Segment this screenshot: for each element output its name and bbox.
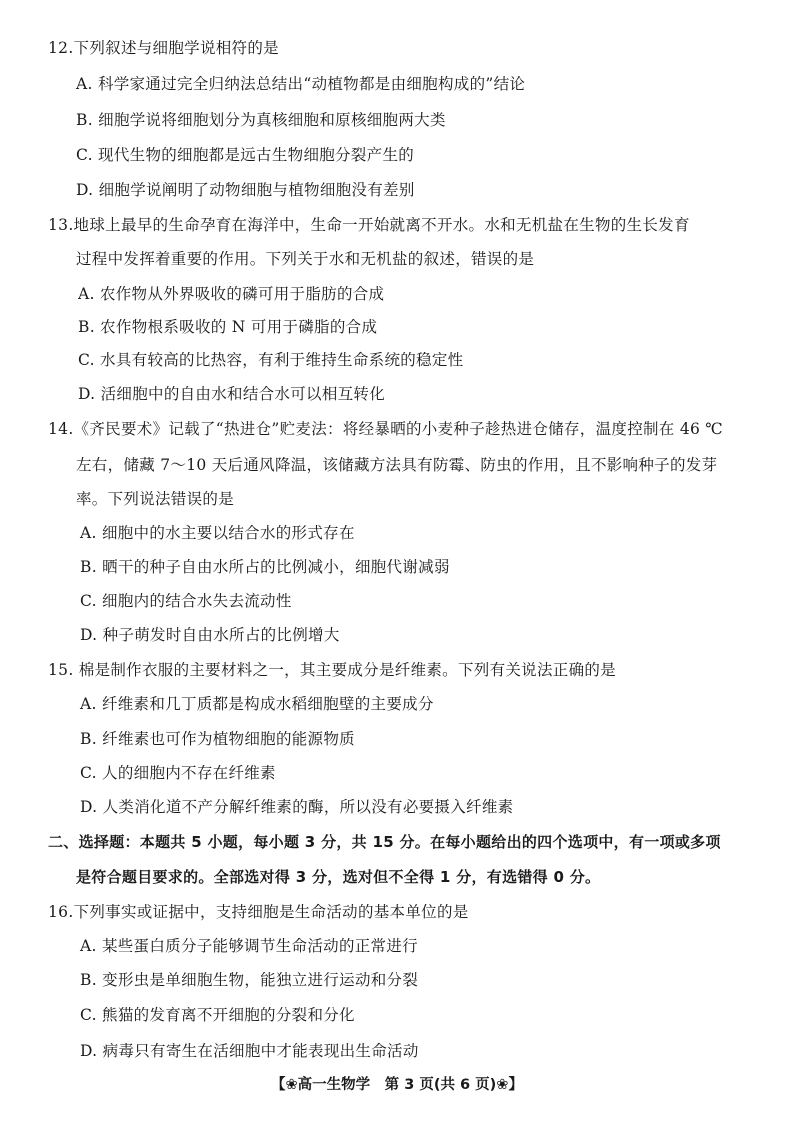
q13-option-b: B. 农作物根系吸收的 N 可用于磷脂的合成 (78, 318, 378, 336)
q13-option-c: C. 水具有较高的比热容，有利于维持生命系统的稳定性 (78, 351, 464, 369)
q13-stem-line1: 13.地球上最早的生命孕育在海洋中，生命一开始就离不开水。水和无机盐在生物的生长发育 (48, 216, 690, 234)
q13-option-d: D. 活细胞中的自由水和结合水可以相互转化 (78, 385, 386, 403)
q16-option-a: A. 某些蛋白质分子能够调节生命活动的正常进行 (80, 937, 418, 955)
section2-instructions-line2: 是符合题目要求的。全部选对得 3 分，选对但不全得 1 分，有选错得 0 分。 (76, 868, 601, 886)
q14-stem-line3: 率。下列说法错误的是 (76, 490, 235, 508)
q14-option-d: D. 种子萌发时自由水所占的比例增大 (80, 626, 340, 644)
q13-stem-line2: 过程中发挥着重要的作用。下列关于水和无机盐的叙述，错误的是 (76, 250, 535, 268)
section2-instructions-line1: 二、选择题：本题共 5 小题，每小题 3 分，共 15 分。在每小题给出的四个选项中，有一项或多项 (48, 833, 721, 851)
q12-stem: 12.下列叙述与细胞学说相符的是 (48, 39, 279, 57)
q16-option-d: D. 病毒只有寄生在活细胞中才能表现出生命活动 (80, 1042, 419, 1060)
q16-stem: 16.下列事实或证据中，支持细胞是生命活动的基本单位的是 (48, 903, 469, 921)
q15-option-a: A. 纤维素和几丁质都是构成水稻细胞壁的主要成分 (80, 695, 434, 713)
q12-option-b: B. 细胞学说将细胞划分为真核细胞和原核细胞两大类 (76, 111, 446, 129)
q12-option-a: A. 科学家通过完全归纳法总结出“动植物都是由细胞构成的”结论 (76, 75, 526, 93)
q14-option-c: C. 细胞内的结合水失去流动性 (80, 592, 292, 610)
q13-option-a: A. 农作物从外界吸收的磷可用于脂肪的合成 (78, 285, 385, 303)
q14-stem-line2: 左右，储藏 7～10 天后通风降温，该储藏方法具有防霉、防虫的作用，且不影响种子的发芽 (76, 456, 718, 474)
q14-stem-line1: 14.《齐民要术》记载了“热进仓”贮麦法：将经暴晒的小麦种子趁热进仓储存，温度控制在 46 ℃ (48, 420, 724, 438)
q14-option-b: B. 晒干的种子自由水所占的比例减小，细胞代谢减弱 (80, 558, 450, 576)
q12-option-c: C. 现代生物的细胞都是远古生物细胞分裂产生的 (76, 146, 415, 164)
q14-option-a: A. 细胞中的水主要以结合水的形式存在 (80, 524, 355, 542)
q15-option-c: C. 人的细胞内不存在纤维素 (80, 764, 276, 782)
q16-option-c: C. 熊猫的发育离不开细胞的分裂和分化 (80, 1006, 355, 1024)
q15-stem: 15. 棉是制作衣服的主要材料之一，其主要成分是纤维素。下列有关说法正确的是 (48, 661, 616, 679)
page-footer: 【❀高一生物学 第 3 页(共 6 页)❀】 (271, 1077, 523, 1093)
q12-option-d: D. 细胞学说阐明了动物细胞与植物细胞没有差别 (76, 181, 415, 199)
q15-option-b: B. 纤维素也可作为植物细胞的能源物质 (80, 730, 355, 748)
q16-option-b: B. 变形虫是单细胞生物，能独立进行运动和分裂 (80, 971, 419, 989)
q15-option-d: D. 人类消化道不产分解纤维素的酶，所以没有必要摄入纤维素 (80, 798, 514, 816)
